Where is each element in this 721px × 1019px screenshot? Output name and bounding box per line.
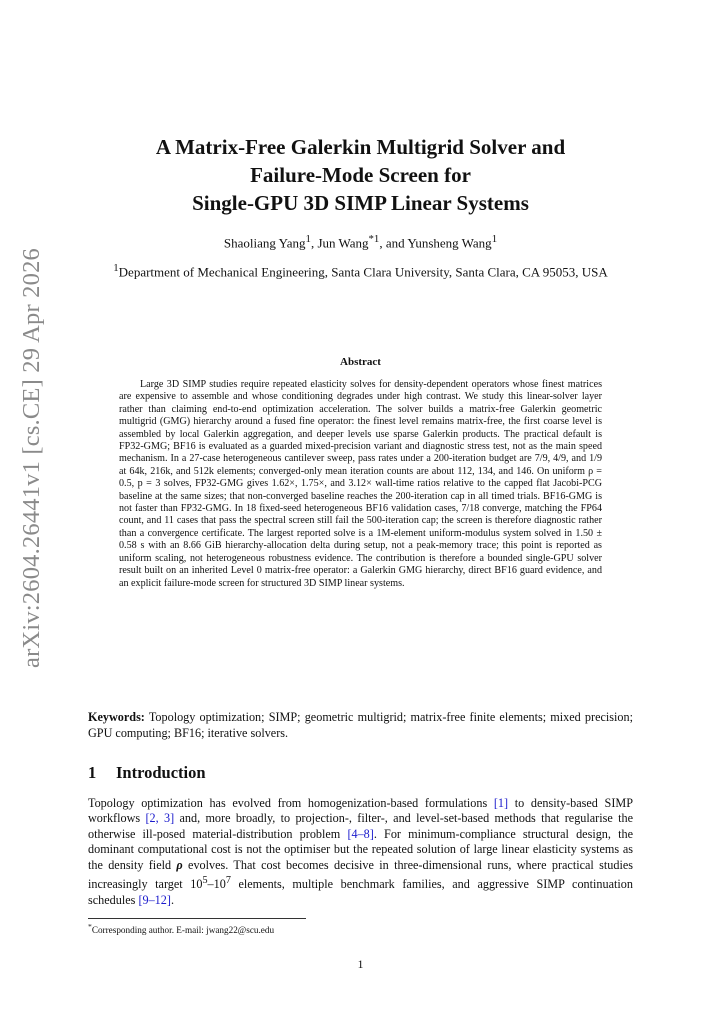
intro-text: . — [170, 892, 174, 907]
title-line-3: Single-GPU 3D SIMP Linear Systems — [192, 191, 529, 215]
citation-link[interactable]: [1] — [493, 796, 509, 810]
footnote-mark: * — [88, 922, 92, 931]
author-separator: , — [310, 235, 318, 251]
section-title: Introduction — [116, 763, 206, 782]
author-name: Shaoliang Yang — [223, 235, 306, 251]
citation-link[interactable]: [2, 3] — [145, 811, 175, 826]
intro-text: Topology optimization has evolved from homogenization-based formulations — [88, 796, 494, 810]
keywords — [88, 709, 633, 741]
author-separator: , and — [379, 235, 408, 251]
citation-link[interactable]: [9–12] — [138, 892, 171, 907]
intro-text: . For minimum-compliance structural design, the dominant computational cost is not the optimiser but the repeated solution of large linear elasticity systems as the density field — [88, 826, 633, 872]
exponent: 5 — [202, 875, 208, 887]
citation-link[interactable]: [4–8] — [347, 826, 374, 841]
intro-text: and, more broadly, to projection-, filter-, and level-set-based methods that regularise the otherwise ill-posed material-distribution problem — [88, 811, 633, 841]
intro-text: to density-based SIMP workflows — [88, 796, 633, 826]
keywords-text: Topology optimization; SIMP; geometric multigrid; matrix-free finite elements; mixed precision; GPU computing; BF16; iterative solvers. — [88, 710, 633, 740]
page-number: 1 — [357, 957, 364, 971]
author-list — [88, 230, 633, 252]
abstract-body: Large 3D SIMP studies require repeated elasticity solves for density-dependent operators whose finest matrices are expensive to assemble and whose conditioning degrades under high contrast. We study this linear-solver layer rather than claiming end-to-end optimization acceleration. The solver builds a matrix-free Galerkin geometric multigrid (GMG) hierarchy around a fused fine operator: the finest level remains matrix-free, the first coarse level is assembled by local Galerkin aggregation, and deeper levels use sparse Galerkin products. The practical default is FP32-GMG; BF16 is evaluated as a guarded mixed-precision variant and diagnostic stress test, not as the main speed mechanism. In a 27-case heterogeneous cantilever sweep, pass rates under a 200-iteration budget are 7/9, 4/9, and 1/9 at 64k, 216k, and 512k elements; converged-only mean iteration counts are about 112, 134, and 146. On uniform ρ = 0.5, p = 3 solves, FP32-GMG gives 1.62×, 1.75×, and 3.12× wall-time ratios relative to the capped flat Jacobi-PCG baseline at the same sizes; that non-converged baseline reaches the 200-iteration cap in all timed trials. BF16-GMG is not faster than FP32-GMG. In 18 fixed-seed heterogeneous BF16 validation cases, 7/18 converge, matching the FP64 count, and 11 cases that pass the spectral screen still fail the 500-iteration cap; the screen is therefore diagnostic rather than a convergence certificate. The largest reported solve is a 1M-element uniform-modulus system solved in 1.50 ± 0.58 s with an 8.66 GiB hierarchy-allocation delta during setup, not a peak-memory trace; this point is reported as uniform scaling, not heterogeneous robustness evidence. The contribution is therefore a bounded single-GPU solver result built on an inherited Level 0 matrix-free operator: a Galerkin GMG hierarchy, direct BF16 guard evidence, and an explicit failure-mode screen for structured 3D SIMP linear systems. — [119, 379, 602, 589]
author-affiliation-mark: *1 — [368, 233, 380, 245]
title-line-2: Failure-Mode Screen for — [250, 163, 471, 187]
intro-text: –10 — [207, 877, 226, 892]
arxiv-identifier-stamp: arXiv:2604.26441v1 [cs.CE] 29 Apr 2026 — [18, 248, 45, 668]
author-affiliation-mark: 1 — [491, 233, 498, 245]
footnote-divider — [88, 918, 306, 919]
density-symbol: ρ — [176, 857, 183, 872]
keywords-label: Keywords: — [88, 710, 145, 724]
affiliation — [88, 260, 633, 280]
section-number: 1 — [88, 763, 97, 782]
introduction-paragraph — [88, 796, 633, 908]
intro-text: evolves. That cost becomes decisive in three-dimensional runs, where practical studies increasingly target 10 — [88, 857, 633, 892]
footnote — [88, 922, 274, 935]
affiliation-text: Department of Mechanical Engineering, Santa Clara University, Santa Clara, CA 95053, USA — [118, 264, 608, 280]
abstract-heading: Abstract — [340, 356, 381, 368]
author-name: Yunsheng Wang — [407, 235, 492, 251]
title-line-1: A Matrix-Free Galerkin Multigrid Solver and — [155, 135, 566, 159]
affiliation-mark: 1 — [113, 262, 119, 274]
author-affiliation-mark: 1 — [305, 233, 311, 245]
section-heading-introduction — [88, 763, 206, 783]
exponent: 7 — [225, 875, 231, 887]
footnote-text: Corresponding author. E-mail: jwang22@scu.edu — [91, 925, 275, 936]
author-name: Jun Wang — [317, 235, 369, 251]
intro-text: elements, multiple benchmark families, and aggressive SIMP continuation schedules — [88, 877, 633, 907]
paper-title — [88, 133, 633, 217]
